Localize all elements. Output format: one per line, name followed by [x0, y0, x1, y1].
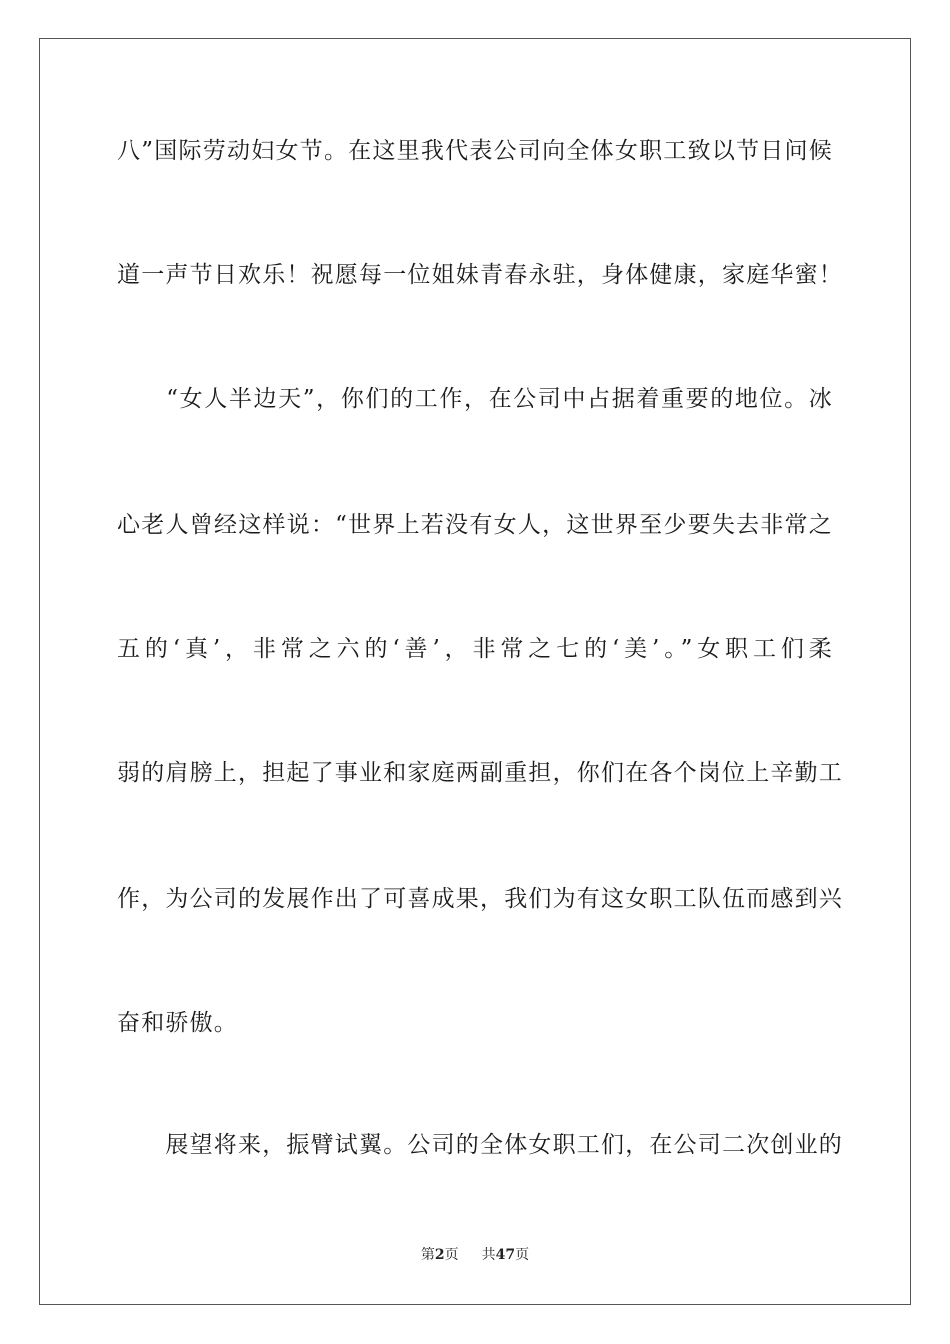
body-line-1: 八”国际劳动妇女节。在这里我代表公司向全体女职工致以节日问候 [117, 138, 833, 164]
page-border [39, 38, 911, 1305]
page-footer [0, 1246, 950, 1264]
body-line-6: 弱的肩膀上，担起了事业和家庭两副重担，你们在各个岗位上辛勤工 [117, 760, 843, 786]
body-line-9: 展望将来，振臂试翼。公司的全体女职工们，在公司二次创业的 [117, 1132, 843, 1158]
page-prefix: 第 [420, 1247, 435, 1263]
total-pages: 47 [495, 1247, 516, 1263]
body-line-3: “女人半边天”，你们的工作，在公司中占据着重要的地位。冰 [117, 386, 833, 412]
body-line-5: 五的‘真’，非常之六的‘善’，非常之七的‘美’。”女职工们柔 [117, 636, 833, 662]
page-number: 2 [434, 1247, 445, 1263]
page-suffix: 页 [444, 1247, 459, 1263]
body-line-2: 道一声节日欢乐！祝愿每一位姐妹青春永驻，身体健康，家庭华蜜！ [117, 262, 843, 288]
body-line-7: 作，为公司的发展作出了可喜成果，我们为有这女职工队伍而感到兴 [117, 886, 843, 912]
body-line-4: 心老人曾经这样说：“世界上若没有女人，这世界至少要失去非常之 [117, 512, 833, 538]
body-line-8: 奋和骄傲。 [117, 1010, 238, 1036]
total-suffix: 页 [515, 1247, 530, 1263]
total-prefix: 共 [481, 1247, 496, 1263]
